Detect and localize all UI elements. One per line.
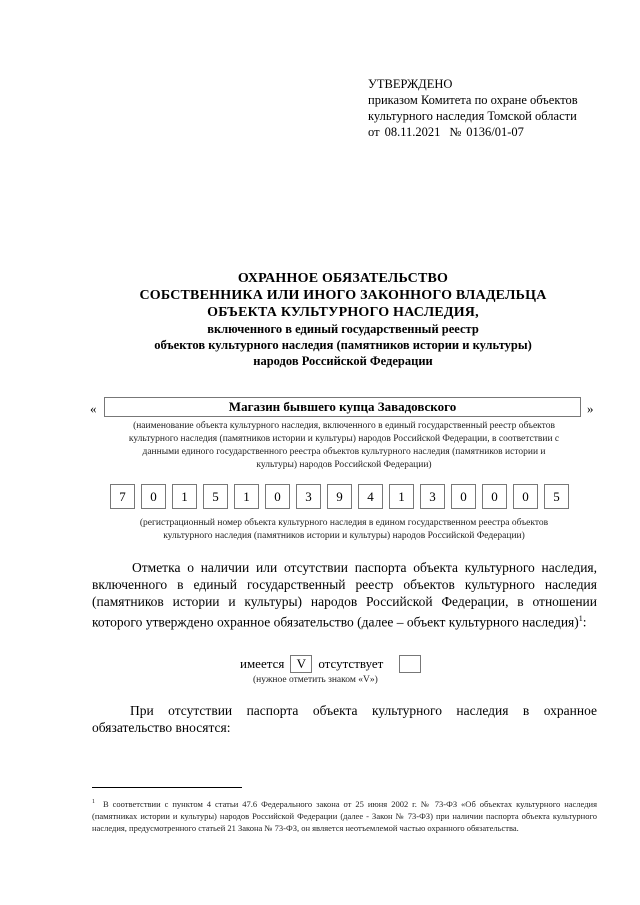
registry-digit-cell[interactable]: 3	[420, 484, 445, 509]
present-checkbox[interactable]: V	[290, 655, 312, 673]
registry-digit-cell[interactable]: 0	[451, 484, 476, 509]
approval-date-line	[368, 124, 608, 140]
document-title	[80, 270, 606, 369]
approval-line-2: культурного наследия Томской области	[368, 109, 577, 123]
registry-number-cells	[110, 484, 569, 509]
registry-digit-cell[interactable]: 0	[482, 484, 507, 509]
approval-number: 0136/01-07	[466, 125, 524, 139]
passport-options	[240, 654, 421, 674]
registry-digit-cell[interactable]: 7	[110, 484, 135, 509]
open-quote: «	[90, 401, 97, 416]
close-quote: »	[587, 401, 594, 416]
passport-paragraph	[92, 559, 597, 631]
registry-digit-cell[interactable]: 5	[203, 484, 228, 509]
object-name-caption	[80, 420, 608, 472]
approval-heading: УТВЕРЖДЕНО	[368, 77, 453, 91]
caption-line: культурного наследия (памятников истории и культуры) народов Российской Федерации)	[163, 531, 525, 541]
title-line-1: ОХРАННОЕ ОБЯЗАТЕЛЬСТВО	[237, 271, 449, 286]
caption-line: культуры) народов Российской Федерации)	[256, 460, 432, 470]
footnote-text: В соответствии с пунктом 4 статьи 47.6 Федерального закона от 25 июня 2002 г. № 73-ФЗ «Об объектах культурного наследия (памятниках истории и культуры) народов Российской Федерации (далее - Закон № 73-ФЗ) при наличии паспорта объекта культурного наследия, предусмотренного статьей 21 Закона № 73-ФЗ, он является неотъемлемой частью охранного обязательства.	[92, 798, 597, 833]
caption-line: (наименование объекта культурного наследия, включенного в единый государственный реестр объектов	[133, 421, 555, 431]
registry-number-caption	[80, 517, 608, 543]
approval-date-prefix: от	[368, 125, 380, 139]
passport-colon: :	[582, 614, 587, 630]
footnote-ref[interactable]: 1	[578, 614, 583, 623]
object-name-field[interactable]: Магазин бывшего купца Завадовского	[104, 397, 581, 417]
title-line-5: объектов культурного наследия (памятников истории и культуры)	[154, 338, 532, 352]
caption-line: данными единого государственного реестра объектов культурного наследия (памятников истории и	[142, 447, 546, 457]
caption-line: (регистрационный номер объекта культурного наследия в едином государственном реестра объектов	[139, 518, 549, 528]
check-instruction: (нужное отметить знаком «V»)	[253, 675, 378, 685]
approval-number-sign: №	[449, 125, 462, 139]
footnote-divider	[92, 787, 242, 788]
title-line-6: народов Российской Федерации	[253, 354, 433, 368]
registry-digit-cell[interactable]: 1	[172, 484, 197, 509]
registry-digit-cell[interactable]: 1	[234, 484, 259, 509]
caption-line: культурного наследия (памятников истории и культуры) народов Российской Федерации, в соответствии с	[128, 434, 560, 444]
title-line-2: СОБСТВЕННИКА ИЛИ ИНОГО ЗАКОННОГО ВЛАДЕЛЬЦА	[139, 288, 547, 303]
footnote-number: 1	[92, 799, 95, 805]
approval-line-1: приказом Комитета по охране объектов	[368, 93, 578, 107]
registry-digit-cell[interactable]: 0	[513, 484, 538, 509]
registry-digit-cell[interactable]: 0	[265, 484, 290, 509]
approval-stamp	[368, 76, 608, 140]
footnote	[92, 796, 597, 834]
registry-digit-cell[interactable]: 4	[358, 484, 383, 509]
title-line-4: включенного в единый государственный реестр	[207, 322, 479, 336]
passport-text: Отметка о наличии или отсутствии паспорта объекта культурного наследия, включенного в единый государственный реестр объектов культурного наследия (памятников истории и культуры) народов Российской Федерации, в отношении которого утверждено охранное обязательство (далее – объект культурного наследия)	[92, 560, 597, 630]
title-line-3: ОБЪЕКТА КУЛЬТУРНОГО НАСЛЕДИЯ,	[207, 305, 479, 320]
registry-digit-cell[interactable]: 5	[544, 484, 569, 509]
absent-checkbox[interactable]	[399, 655, 421, 673]
present-label: имеется	[240, 656, 285, 671]
absence-paragraph: При отсутствии паспорта объекта культурного наследия в охранное обязательство вносятся:	[92, 703, 597, 735]
registry-digit-cell[interactable]: 3	[296, 484, 321, 509]
registry-digit-cell[interactable]: 9	[327, 484, 352, 509]
registry-digit-cell[interactable]: 0	[141, 484, 166, 509]
registry-digit-cell[interactable]: 1	[389, 484, 414, 509]
approval-date: 08.11.2021	[384, 125, 441, 139]
absent-label: отсутствует	[318, 656, 384, 671]
